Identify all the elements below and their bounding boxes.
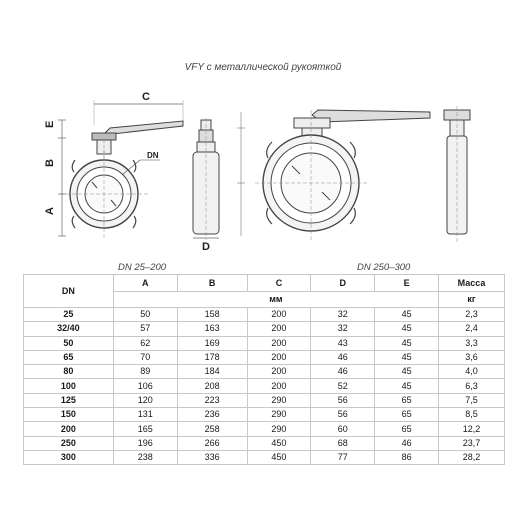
- cell-dn: 25: [24, 308, 114, 322]
- table-cell: 45: [375, 308, 439, 322]
- cell-dn: 125: [24, 393, 114, 407]
- header-mass: Масса: [439, 275, 505, 292]
- table-cell: 32: [311, 308, 375, 322]
- dim-label-dn: DN: [147, 151, 159, 160]
- table-cell: 12,2: [439, 422, 505, 436]
- header-dn: DN: [24, 275, 114, 308]
- table-cell: 43: [311, 336, 375, 350]
- table-cell: 2,4: [439, 322, 505, 336]
- table-row: [24, 308, 505, 322]
- header-d: D: [311, 275, 375, 292]
- table-cell: 45: [375, 379, 439, 393]
- table-cell: 184: [177, 365, 247, 379]
- table-row: [24, 322, 505, 336]
- dim-label-d: D: [202, 241, 210, 253]
- table-cell: 6,3: [439, 379, 505, 393]
- table-cell: 46: [311, 350, 375, 364]
- table-cell: 45: [375, 322, 439, 336]
- cell-dn: 150: [24, 408, 114, 422]
- table-row: [24, 379, 505, 393]
- table-row: [24, 450, 505, 464]
- table-cell: 52: [311, 379, 375, 393]
- table-cell: 4,0: [439, 365, 505, 379]
- valve-side-view-large: [444, 106, 470, 244]
- table-cell: 106: [113, 379, 177, 393]
- table-cell: 32: [311, 322, 375, 336]
- table-cell: 266: [177, 436, 247, 450]
- table-cell: 200: [247, 350, 311, 364]
- dim-label-a: A: [44, 207, 56, 215]
- valve-front-view-small: [58, 100, 183, 240]
- table-cell: 56: [311, 393, 375, 407]
- table-cell: 46: [311, 365, 375, 379]
- table-cell: 45: [375, 350, 439, 364]
- table-cell: 336: [177, 450, 247, 464]
- table-body: [24, 308, 505, 465]
- table-cell: 89: [113, 365, 177, 379]
- table-cell: 70: [113, 350, 177, 364]
- caption-small-sizes: DN 25–200: [118, 262, 167, 273]
- table-cell: 290: [247, 408, 311, 422]
- table-cell: 56: [311, 408, 375, 422]
- dim-label-b: B: [44, 159, 56, 167]
- cell-dn: 100: [24, 379, 114, 393]
- table-cell: 45: [375, 365, 439, 379]
- table-row: [24, 422, 505, 436]
- table-row: [24, 393, 505, 407]
- table-cell: 65: [375, 408, 439, 422]
- table-cell: 65: [375, 422, 439, 436]
- table-row: [24, 365, 505, 379]
- table-cell: 158: [177, 308, 247, 322]
- table-cell: 77: [311, 450, 375, 464]
- table-cell: 258: [177, 422, 247, 436]
- header-e: E: [375, 275, 439, 292]
- table-cell: 238: [113, 450, 177, 464]
- cell-dn: 32/40: [24, 322, 114, 336]
- cell-dn: 65: [24, 350, 114, 364]
- table-cell: 57: [113, 322, 177, 336]
- table-cell: 68: [311, 436, 375, 450]
- cell-dn: 50: [24, 336, 114, 350]
- table-cell: 200: [247, 336, 311, 350]
- table-cell: 3,6: [439, 350, 505, 364]
- table-row: [24, 408, 505, 422]
- header-b: B: [177, 275, 247, 292]
- table-cell: 45: [375, 336, 439, 350]
- table-cell: 62: [113, 336, 177, 350]
- table-row: [24, 436, 505, 450]
- table-row: [24, 350, 505, 364]
- table-cell: 46: [375, 436, 439, 450]
- table-cell: 200: [247, 308, 311, 322]
- dim-label-e: E: [44, 120, 56, 128]
- table-cell: 28,2: [439, 450, 505, 464]
- caption-large-sizes: DN 250–300: [357, 262, 411, 273]
- header-c: C: [247, 275, 311, 292]
- table-cell: 450: [247, 450, 311, 464]
- table-cell: 86: [375, 450, 439, 464]
- header-a: A: [113, 275, 177, 292]
- cell-dn: 200: [24, 422, 114, 436]
- cell-dn: 300: [24, 450, 114, 464]
- table-cell: 208: [177, 379, 247, 393]
- table-cell: 165: [113, 422, 177, 436]
- table-cell: 200: [247, 365, 311, 379]
- table-cell: 50: [113, 308, 177, 322]
- table-cell: 23,7: [439, 436, 505, 450]
- cell-dn: 250: [24, 436, 114, 450]
- table-cell: 8,5: [439, 408, 505, 422]
- valve-side-view-small: [193, 118, 219, 240]
- table-cell: 60: [311, 422, 375, 436]
- table-cell: 236: [177, 408, 247, 422]
- table-cell: 169: [177, 336, 247, 350]
- unit-mm: мм: [113, 292, 438, 308]
- cell-dn: 80: [24, 365, 114, 379]
- dim-label-c: C: [142, 91, 150, 103]
- dimensions-table: [23, 274, 505, 465]
- table-cell: 223: [177, 393, 247, 407]
- table-cell: 450: [247, 436, 311, 450]
- table-cell: 200: [247, 379, 311, 393]
- table-cell: 290: [247, 422, 311, 436]
- table-cell: 196: [113, 436, 177, 450]
- table-cell: 2,3: [439, 308, 505, 322]
- drawing-title: VFY с металлической рукояткой: [184, 62, 342, 73]
- table-cell: 3,3: [439, 336, 505, 350]
- table-cell: 65: [375, 393, 439, 407]
- valve-front-view-large: [237, 110, 430, 240]
- table-cell: 120: [113, 393, 177, 407]
- table-cell: 131: [113, 408, 177, 422]
- table-cell: 178: [177, 350, 247, 364]
- table-cell: 163: [177, 322, 247, 336]
- table-cell: 200: [247, 322, 311, 336]
- technical-drawings: [0, 72, 526, 262]
- table-cell: 7,5: [439, 393, 505, 407]
- table-row: [24, 336, 505, 350]
- table-cell: 290: [247, 393, 311, 407]
- unit-kg: кг: [439, 292, 505, 308]
